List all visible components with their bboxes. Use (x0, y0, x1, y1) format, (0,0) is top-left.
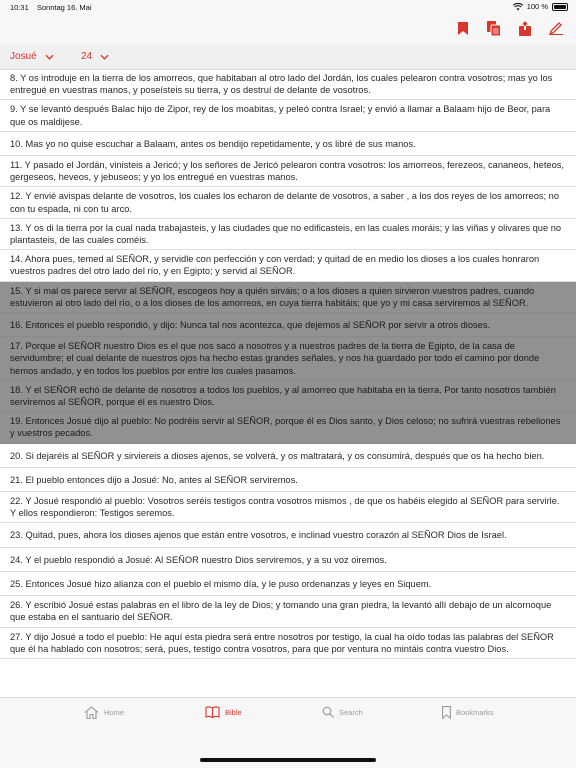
verse-item[interactable] (0, 71, 576, 100)
verse-item-highlighted[interactable] (0, 313, 576, 337)
verse-text: 25. Entonces Josué hizo alianza con el pueblo el mismo día, y le puso ordenanzas y leyes en Siquem. (10, 578, 432, 589)
verse-text: 16. Entonces el pueblo respondió, y dijo: Nunca tal nos acontezca, que dejemos al SEÑOR por servir a otros dioses. (10, 320, 491, 331)
verse-item[interactable] (0, 156, 576, 187)
verse-text: 22. Y Josué respondió al pueblo: Vosotros seréis testigos contra vosotros mismos , de que os habéis elegido al SEÑOR para servirle. Y ellos respondieron: Testigos seremos. (10, 496, 560, 519)
verse-text: 9. Y se levantó después Balac hijo de Zipor, rey de los moabitas, y peleó contra Israel; y envió a llamar a Balaam hijo de Beor, para que os maldijese. (10, 104, 551, 127)
bookmark-icon (458, 22, 468, 35)
nav-actions (455, 20, 564, 36)
verse-text: 20. Si dejaréis al SEÑOR y sirviereis a dioses ajenos, se volverá, y os maltratará, y os consumirá, después que os ha hecho bien. (10, 450, 545, 461)
home-icon (84, 706, 99, 719)
verse-item-highlighted[interactable] (0, 381, 576, 412)
verse-text: 17. Porque el SEÑOR nuestro Dios es el que nos sacó a nosotros y a nuestros padres de la tierra de Egipto, de la casa de servidumbre; el cual delante de nuestros ojos ha hecho estas grandes señales, y nos ha guardado por todo el camino por donde hemos andado, y en todos los pueblos por entre los cuales pasamos. (10, 341, 540, 376)
chapter-picker-label: 24 (81, 51, 93, 62)
status-date: Sonntag 16. Mai (36, 3, 92, 12)
chevron-down-icon (100, 54, 109, 60)
verse-item-highlighted[interactable] (0, 337, 576, 381)
verse-item[interactable] (0, 596, 576, 627)
verse-item[interactable] (0, 219, 576, 250)
share-icon (519, 21, 531, 36)
share-button[interactable] (517, 20, 533, 36)
status-time: 10:31 (10, 3, 29, 12)
verse-item[interactable] (0, 100, 576, 131)
copy-button[interactable] (486, 20, 502, 36)
wifi-icon (513, 3, 523, 11)
tab-bible-label: Bible (225, 707, 242, 717)
copy-icon (487, 21, 501, 36)
tab-bible[interactable] (205, 706, 242, 718)
verse-item[interactable] (0, 187, 576, 218)
verse-item[interactable] (0, 250, 576, 281)
verse-item[interactable] (0, 523, 576, 547)
verse-text: 19. Entonces Josué dijo al pueblo: No podréis servir al SEÑOR, porque él es Dios santo, y Dios celoso; no sufrirá vuestras rebeliones y vuestros pecados. (10, 416, 561, 439)
chevron-down-icon (45, 54, 54, 60)
picker-bar (0, 44, 576, 70)
verse-text: 18. Y el SEÑOR echó de delante de nosotros a todos los pueblos, y al amorreo que habitaba en la tierra. Por tanto nosotros también serviremos al SEÑOR, porque él es nuestro Dios. (10, 384, 556, 408)
verse-item[interactable] (0, 132, 576, 156)
verse-text: 13. Y os di la tierra por la cual nada trabajasteis, y las ciudades que no edificasteis, en las cuales moráis; y las viñas y olivares que no plantasteis, de las cuales coméis. (10, 222, 562, 246)
search-icon (322, 706, 334, 718)
chapter-picker[interactable] (81, 51, 109, 62)
verse-text: 27. Y dijo Josué a todo el pueblo: He aquí esta piedra será entre nosotros por testigo, la cual ha oído todas las palabras del SEÑOR que él ha hablado con nosotros; será, pues, testigo contra vosotros, para que por ventura no mintáis contra vuestro Dios. (10, 631, 554, 654)
verse-text: 10. Mas yo no quise escuchar a Balaam, antes os bendijo repetidamente, y os libré de sus manos. (10, 138, 416, 149)
verse-text: 14. Ahora pues, temed al SEÑOR, y servidle con perfección y con verdad; y quitad de en medio los dioses a los cuales honraron vuestros padres del otro lado del río, y en Egipto; y servid al SEÑOR. (10, 254, 540, 277)
verse-item[interactable] (0, 444, 576, 468)
home-indicator (200, 758, 376, 762)
edit-button[interactable] (548, 20, 564, 36)
battery-percent: 100 % (526, 2, 548, 11)
status-left (10, 3, 98, 12)
tab-home[interactable] (84, 706, 124, 719)
verse-item[interactable] (0, 628, 576, 659)
verse-item[interactable] (0, 468, 576, 492)
verse-item[interactable] (0, 548, 576, 572)
bookmark-button[interactable] (455, 20, 471, 36)
verse-text: 15. Y si mal os parece servir al SEÑOR, escogeos hoy a quién sirváis; o a los dioses a quien sirvieron vuestros padres, cuando estuvieron al otro lado del río, o a los dioses de los amorreos, en cuya tierra habitáis; que yo y mi casa serviremos al SEÑOR. (10, 285, 535, 308)
verse-text: 21. El pueblo entonces dijo a Josué: No, antes al SEÑOR serviremos. (10, 474, 298, 485)
battery-icon (552, 3, 568, 11)
tab-search[interactable] (322, 706, 363, 718)
status-bar (0, 0, 576, 14)
verse-text: 11. Y pasado el Jordán, vinisteis a Jericó; y los señores de Jericó pelearon contra vosotros: los amorreos, ferezeos, cananeos, heteos, gergeseos, heveos, y jebuseos; y yo los entregué en vuestras manos. (10, 160, 564, 183)
verse-item[interactable] (0, 492, 576, 523)
tab-home-label: Home (104, 708, 125, 717)
status-right (513, 2, 568, 11)
tab-search-label: Search (339, 707, 363, 717)
book-picker-label: Josué (10, 51, 37, 62)
tab-bookmarks-label: Bookmarks (456, 708, 494, 717)
nav-bar (0, 14, 576, 44)
battery-fill (554, 5, 566, 9)
verse-list[interactable] (0, 71, 576, 697)
verse-text: 8. Y os introduje en la tierra de los amorreos, que habitaban al otro lado del Jordán, los cuales pelearon contra vosotros; mas yo los entregué en vuestras manos, y poseísteis su tierra, y os destruí de delante de vosotros. (10, 73, 553, 96)
verse-text: 26. Y escribió Josué estas palabras en el libro de la ley de Dios; y tomando una gran piedra, la levantó allí debajo de un alcornoque que estaba en el santuario del SEÑOR. (10, 600, 552, 623)
verse-item[interactable] (0, 572, 576, 596)
book-picker[interactable] (10, 51, 54, 62)
verse-text: 12. Y envié avispas delante de vosotros, los cuales los echaron de delante de vosotros, a saber , a los dos reyes de los amorreos; no con tu espada, ni con tu arco. (10, 191, 560, 214)
verse-text: 24. Y el pueblo respondió a Josué: Al SEÑOR nuestro Dios serviremos, y a su voz oiremos. (10, 554, 387, 565)
bookmark-outline-icon (442, 706, 451, 719)
verse-item-highlighted[interactable] (0, 412, 576, 443)
verse-text: 23. Quitad, pues, ahora los dioses ajenos que están entre vosotros, e inclinad vuestro corazón al SEÑOR Dios de Israel. (10, 530, 507, 541)
verse-item-highlighted[interactable] (0, 282, 576, 313)
edit-icon (549, 21, 563, 35)
tab-bookmarks[interactable] (442, 706, 494, 719)
book-icon (205, 706, 220, 718)
